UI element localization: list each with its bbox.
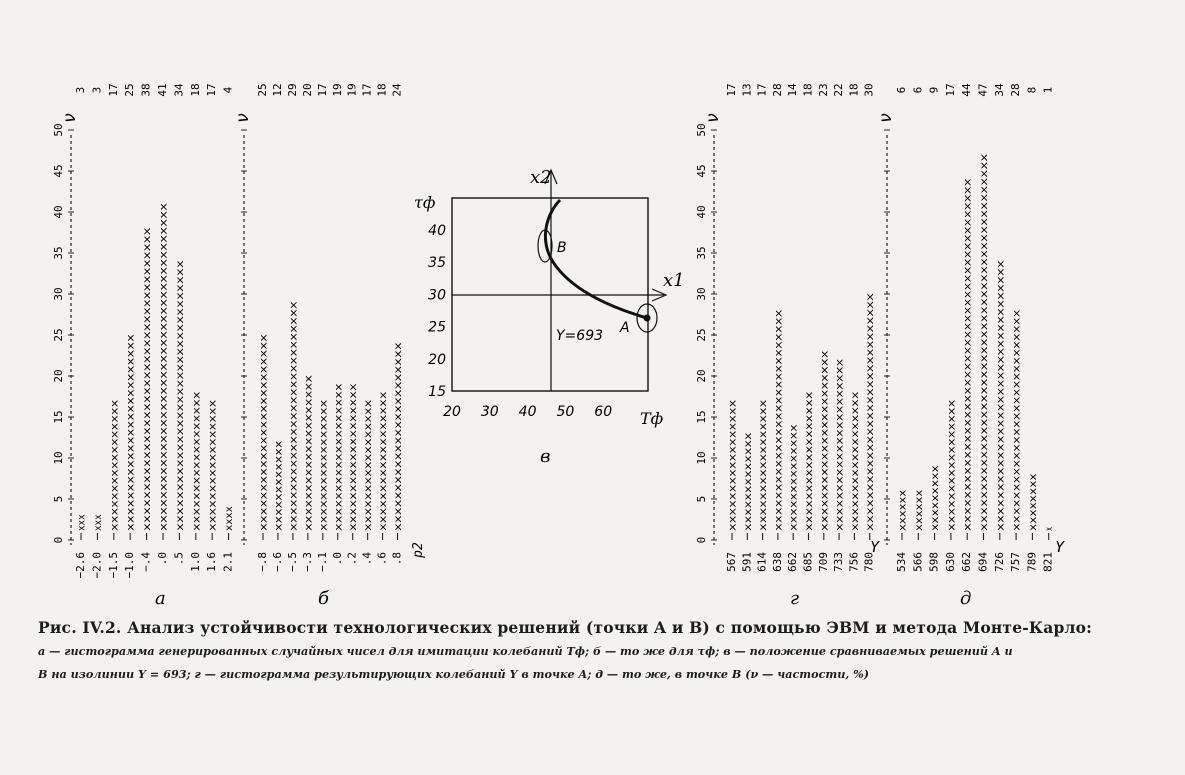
histogram-bar: xxxxxxxxxxxxxxxxxxxxxxxxx xyxy=(258,391,270,531)
histogram-bar: xxx xyxy=(92,514,104,531)
category-label: 789 xyxy=(1025,552,1039,572)
histogram-bar: xxxx xyxy=(224,508,236,531)
scale-tick-label: 50 xyxy=(52,123,65,137)
histogram-b xyxy=(233,83,404,609)
category-label: .5 xyxy=(172,552,186,566)
category-label: 685 xyxy=(801,552,815,572)
count-label: 41 xyxy=(156,83,169,97)
category-label: 534 xyxy=(895,552,908,572)
figure-caption xyxy=(38,618,1158,683)
category-label: .2 xyxy=(345,552,359,566)
category-label: −2.6 xyxy=(74,552,87,579)
nu-label: ν xyxy=(703,112,723,124)
count-label: 17 xyxy=(315,83,329,97)
histogram-bar: xxxxxxxxxxxxxxxxx xyxy=(207,435,219,531)
caption-title: Рис. IV.2. Анализ устойчивости технологических решений (точки A и B) с помощью ЭВМ и метода Монте-Карло: xyxy=(38,618,1093,637)
scale-tick-label: 40 xyxy=(695,205,708,219)
caption-line-2: B на изолинии Y = 693; г — гистограмма результирующих колебаний Y в точке A; д — то же, в точке B (ν — частости, %) xyxy=(38,667,870,681)
nu-label: ν xyxy=(876,112,896,124)
histogram-bar: xxxxxxxxxxxxxxxxx xyxy=(109,435,121,531)
histogram-bar: xxxxxxxxxxxx xyxy=(273,463,285,531)
count-label: 19 xyxy=(345,83,359,97)
category-label: 1.0 xyxy=(188,552,202,572)
isoline-label: Y=693 xyxy=(556,328,604,344)
y-tick-label: 30 xyxy=(428,287,446,304)
count-label: 18 xyxy=(188,83,202,97)
count-label: 18 xyxy=(801,83,815,97)
count-label: 18 xyxy=(375,83,389,97)
category-label: 709 xyxy=(816,552,830,572)
category-label: 614 xyxy=(755,552,769,572)
histogram-bar: xxxxxxxxxxxxxxxxxxx xyxy=(348,424,360,531)
panel-v-y-ticks xyxy=(428,223,446,400)
panel-v-plot xyxy=(414,167,685,467)
count-label: 47 xyxy=(976,83,990,97)
count-label: 18 xyxy=(847,83,861,97)
panel-label-g: г xyxy=(790,588,800,609)
category-label: −.4 xyxy=(139,552,153,572)
category-label: −1.5 xyxy=(106,552,120,579)
category-label: 733 xyxy=(832,552,846,572)
count-label: 12 xyxy=(270,83,284,97)
scale-tick-label: 45 xyxy=(695,164,708,178)
histogram-bar: xxxxxx xyxy=(897,497,909,531)
histogram-bar: xxxxxxxxxxxxxxxxxxxxxxxxxxxx xyxy=(1011,374,1023,531)
category-label: .0 xyxy=(330,552,344,566)
category-label: 694 xyxy=(976,552,990,572)
panel-label-a: а xyxy=(155,588,166,609)
scale-tick-label: 30 xyxy=(695,287,708,301)
count-label: 34 xyxy=(172,83,186,97)
category-label: 566 xyxy=(911,552,925,572)
histogram-bar: xxxxxxxxxxxxxxxxxxxxxxxxxxxxxxxxxx xyxy=(995,340,1007,531)
x-tick-label: 40 xyxy=(518,404,537,420)
category-label: 567 xyxy=(725,552,738,572)
category-label: 756 xyxy=(847,552,861,572)
histogram-bar: xxxxxxxxxxxxxxxxx xyxy=(758,435,770,531)
count-label: 17 xyxy=(725,83,738,97)
histogram-bar: xxxxxxxxxxxxxxxxx xyxy=(318,435,330,531)
count-label: 13 xyxy=(740,83,754,97)
histogram-bar: xxxxxxxxx xyxy=(930,480,942,531)
x-tick-label: 60 xyxy=(594,404,613,420)
histogram-bar: xxxxxxxxxxxxxxxxxxxxxxxxxxxxxxxxxxxxxxxxxxxx xyxy=(962,284,974,531)
histogram-d xyxy=(876,83,1055,609)
count-label: 25 xyxy=(123,83,137,97)
caption-line-1: а — гистограмма генерированных случайных чисел для имитации колебаний Tф; б — то же для τф; в — положение сравниваемых решений A и xyxy=(38,644,1013,658)
category-label: 662 xyxy=(786,552,800,572)
category-label: −.8 xyxy=(256,552,269,572)
category-label: 630 xyxy=(943,552,957,572)
histogram-bar: xxxxxxxxxxxxxxxxxxxxxxxxxxxxxxxxxxxxxx xyxy=(142,318,154,531)
scale-tick-label: 20 xyxy=(695,369,708,383)
y-end-label: τф xyxy=(414,193,436,212)
scale-tick-label: 15 xyxy=(695,410,708,424)
x-end-label: Tф xyxy=(640,409,664,428)
histogram-a xyxy=(52,83,235,609)
histogram-bar: xxxxxxxx xyxy=(1027,486,1039,531)
scale-tick-label: 10 xyxy=(52,451,65,465)
scale-tick-label: 50 xyxy=(695,123,708,137)
count-label: 28 xyxy=(1009,83,1023,97)
count-label: 14 xyxy=(786,83,800,97)
category-label: −.6 xyxy=(270,552,284,572)
scale-tick-label: 25 xyxy=(695,328,708,342)
y-tick-label: 15 xyxy=(428,384,446,400)
histogram-bar: xxxxxxxxxxxxxxxxxxxxxx xyxy=(834,407,846,531)
panel-label-d: д xyxy=(960,588,972,609)
histogram-g xyxy=(695,83,876,609)
count-label: 8 xyxy=(1025,86,1039,94)
histogram-bar: xxxxxxxxxxxxxxxxx xyxy=(727,435,739,531)
category-label: 757 xyxy=(1009,552,1023,572)
count-label: 22 xyxy=(832,83,846,97)
count-label: 28 xyxy=(770,83,784,97)
count-label: 17 xyxy=(106,83,120,97)
histogram-bar: xxxxxxxxxxxxxxxxxx xyxy=(191,430,203,531)
p2-label: p2 xyxy=(411,542,426,558)
histogram-bar: xxxxxxxxxxxxxxxxxxxxxxxxxxxxx xyxy=(288,368,300,531)
category-label: 821 xyxy=(1041,552,1055,572)
panel-v-label: в xyxy=(540,446,551,467)
count-label: 29 xyxy=(285,83,299,97)
histogram-bar: xxxxxxxxxxxxxxxxxxxxxxxxxxxxxxxxxxxxxxxxx xyxy=(158,301,170,531)
nu-label: ν xyxy=(60,112,80,124)
count-label: 44 xyxy=(960,83,974,97)
count-label: 9 xyxy=(927,86,941,94)
category-label: 598 xyxy=(927,552,941,572)
y-tick-label: 35 xyxy=(428,255,446,272)
histogram-bar: xxxxxxxxxxxxxxxxxxxx xyxy=(303,419,315,531)
scale-tick-label: 5 xyxy=(52,495,65,503)
count-label: 1 xyxy=(1041,86,1055,94)
scale-tick-label: 30 xyxy=(52,287,65,301)
y-tick-label: 40 xyxy=(428,223,446,239)
count-label: 6 xyxy=(895,86,908,94)
category-label: 591 xyxy=(740,552,754,572)
count-label: 3 xyxy=(74,86,87,94)
count-label: 25 xyxy=(256,83,269,97)
histogram-bar: xxxxxxxxxxxxxxxxxxxxxxx xyxy=(819,402,831,531)
point-b-label: B xyxy=(557,240,567,256)
count-label: 6 xyxy=(911,86,925,94)
scale-tick-label: 35 xyxy=(52,246,65,260)
y-tick-label: 20 xyxy=(428,351,446,368)
scale-tick-label: 20 xyxy=(52,369,65,383)
category-label: 780 xyxy=(862,552,876,572)
histogram-bar: xxxxxxxxxxxxxxxxxxx xyxy=(333,424,345,531)
x-tick-label: 50 xyxy=(556,404,575,420)
histogram-bar: xxxxxxxxxxxxxxxxxxxxxxxxxxxx xyxy=(773,374,785,531)
x-tick-label: 20 xyxy=(443,404,461,420)
panel-v-x-ticks xyxy=(443,404,612,420)
category-label: .6 xyxy=(375,552,389,566)
category-label: 2.1 xyxy=(221,552,235,572)
category-label: 726 xyxy=(992,552,1006,572)
scale-tick-label: 5 xyxy=(695,495,708,503)
histogram-bar: xxxxxx xyxy=(913,497,925,531)
point-a-label: A xyxy=(620,320,630,336)
count-label: 23 xyxy=(816,83,830,97)
scale-tick-label: 45 xyxy=(52,164,65,178)
category-label: −2.0 xyxy=(90,552,104,579)
x2-label: x2 xyxy=(530,167,552,188)
histogram-bar: xxxxxxxxxxxxxxxxxxxxxxxxxxxxxxxxxx xyxy=(174,340,186,531)
y-label-d: Y xyxy=(1055,538,1065,556)
count-label: 30 xyxy=(862,83,876,97)
count-label: 17 xyxy=(205,83,219,97)
count-label: 17 xyxy=(360,83,374,97)
count-label: 19 xyxy=(330,83,344,97)
y-label-g: Y xyxy=(870,538,880,556)
point-a-dot xyxy=(644,315,651,322)
count-label: 17 xyxy=(943,83,957,97)
category-label: 638 xyxy=(770,552,784,572)
histogram-bar: xxx xyxy=(76,514,88,531)
histogram-bar: xxxxxxxxxxxxxxxxx xyxy=(946,435,958,531)
scale-tick-label: 10 xyxy=(695,451,708,465)
category-label: −.3 xyxy=(300,552,314,572)
x1-label: x1 xyxy=(663,270,685,291)
histogram-bar: x xyxy=(1044,525,1056,531)
histogram-bar: xxxxxxxxxxxxxx xyxy=(788,452,800,531)
histogram-bar: xxxxxxxxxxxxxxxxxxxxxxxxxxxxxxxxxxxxxxxxxxxxxxx xyxy=(979,267,990,531)
y-tick-label: 25 xyxy=(428,319,446,336)
histogram-bar: xxxxxxxxxxxxxxxxxx xyxy=(849,430,861,531)
count-label: 3 xyxy=(90,86,104,94)
scale-tick-label: 0 xyxy=(52,536,65,544)
histograms-layer xyxy=(52,83,1065,609)
histogram-bar: xxxxxxxxxxxxxxxxxx xyxy=(804,430,815,531)
scale-tick-label: 0 xyxy=(695,536,708,544)
category-label: .8 xyxy=(390,552,404,566)
category-label: −.1 xyxy=(315,552,329,572)
histogram-bar: xxxxxxxxxxxxx xyxy=(742,458,754,531)
histogram-bar: xxxxxxxxxxxxxxxxxx xyxy=(378,430,390,531)
count-label: 34 xyxy=(992,83,1006,97)
category-label: 662 xyxy=(960,552,974,572)
count-label: 4 xyxy=(221,86,235,94)
scale-tick-label: 15 xyxy=(52,410,65,424)
isoline-curve xyxy=(545,200,647,318)
histogram-bar: xxxxxxxxxxxxxxxxx xyxy=(363,435,375,531)
count-label: 38 xyxy=(139,83,153,97)
category-label: −.5 xyxy=(285,552,299,572)
category-label: −1.0 xyxy=(123,552,137,579)
nu-label: ν xyxy=(233,112,253,124)
count-label: 17 xyxy=(755,83,769,97)
histogram-bar: xxxxxxxxxxxxxxxxxxxxxxxxx xyxy=(125,391,137,531)
histogram-bar: xxxxxxxxxxxxxxxxxxxxxxxxxxxxxx xyxy=(865,363,877,531)
scale-tick-label: 35 xyxy=(695,246,708,260)
scale-tick-label: 25 xyxy=(52,328,65,342)
category-label: .0 xyxy=(156,552,169,566)
scale-tick-label: 40 xyxy=(52,205,65,219)
category-label: 1.6 xyxy=(205,552,219,572)
histogram-bar: xxxxxxxxxxxxxxxxxxxxxxxx xyxy=(393,396,405,531)
category-label: .4 xyxy=(360,552,374,566)
count-label: 20 xyxy=(300,83,314,97)
count-label: 24 xyxy=(390,83,404,97)
x-tick-label: 30 xyxy=(480,404,499,420)
panel-label-b: б xyxy=(318,588,329,609)
